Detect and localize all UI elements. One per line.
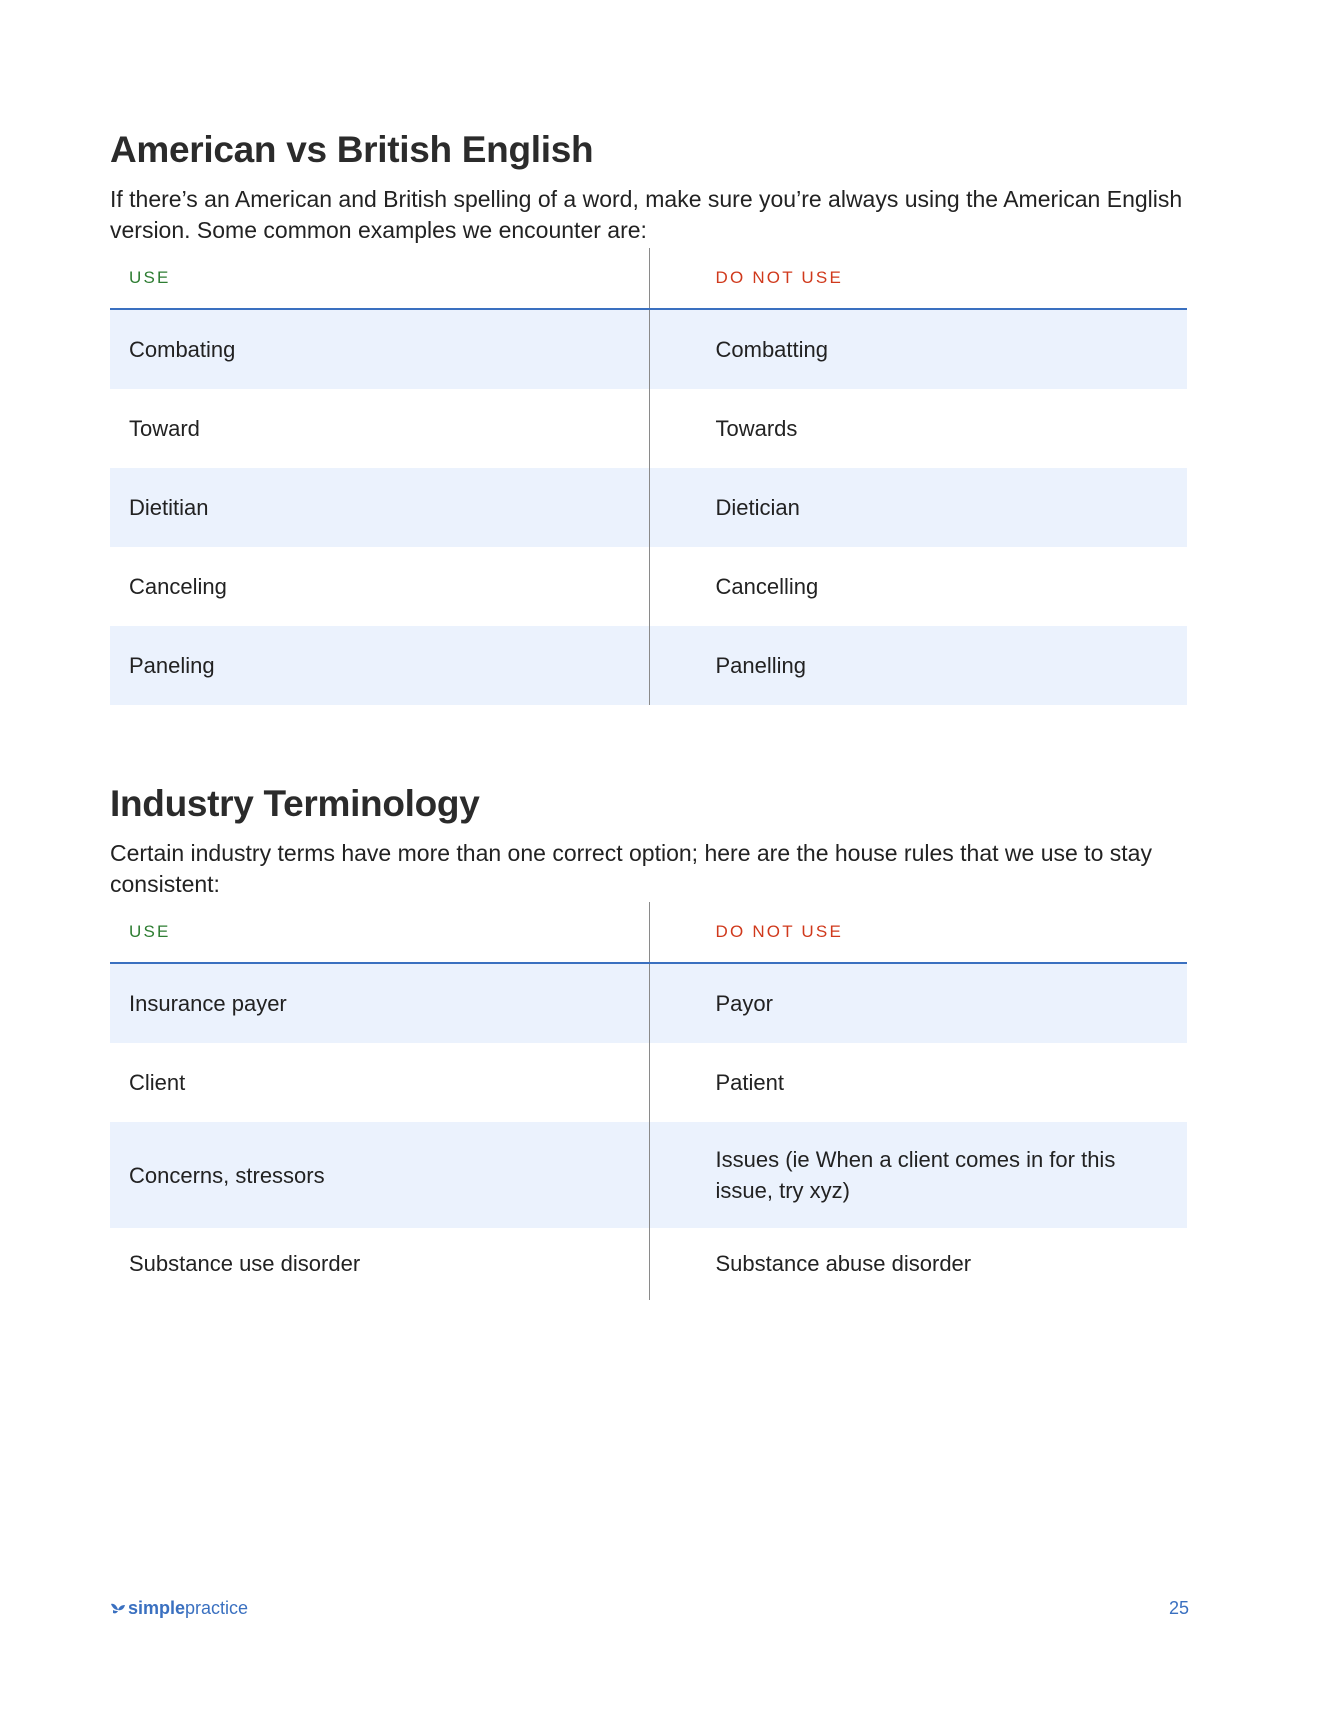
table-row	[110, 547, 1187, 626]
do-not-use-cell: Dietician	[649, 468, 1187, 547]
use-cell: Toward	[110, 389, 649, 468]
do-not-use-cell: Combatting	[649, 309, 1187, 389]
section-intro: Certain industry terms have more than one correct option; here are the house rules that we use to stay consistent:	[110, 840, 1152, 897]
do-not-use-cell: Issues (ie When a client comes in for this issue, try xyz)	[649, 1122, 1187, 1228]
table-row	[110, 1122, 1187, 1228]
do-not-use-cell: Cancelling	[715, 574, 819, 599]
butterfly-icon	[110, 1601, 126, 1617]
do-not-use-cell: Substance abuse disorder	[715, 1251, 972, 1276]
do-not-use-cell: Payor	[649, 963, 1187, 1043]
use-cell: Insurance payer	[110, 963, 649, 1043]
terminology-table	[110, 902, 1187, 1300]
simplepractice-logo	[110, 1598, 248, 1619]
table-row	[110, 626, 1187, 705]
use-cell: Dietitian	[110, 468, 649, 547]
logo-text-bold: simple	[128, 1598, 186, 1618]
use-cell: Canceling	[110, 547, 649, 626]
use-cell: Paneling	[110, 626, 649, 705]
table-row	[110, 963, 1187, 1043]
do-not-use-cell: Towards	[715, 416, 798, 441]
use-cell: Combating	[110, 309, 649, 389]
section-title: Industry Terminology	[110, 783, 480, 824]
header-use: USE	[110, 902, 649, 963]
logo-text-light: practice	[185, 1598, 249, 1618]
section-intro: If there’s an American and British spelling of a word, make sure you’re always using the American English version. Some common examples we encounter are:	[110, 186, 1183, 243]
use-cell: Substance use disorder	[110, 1228, 649, 1300]
do-not-use-cell: Patient	[715, 1070, 784, 1095]
page-number: 25	[1168, 1598, 1189, 1618]
table-row	[110, 309, 1187, 389]
section-american-vs-british	[110, 128, 1187, 705]
table-row	[110, 1043, 1187, 1122]
table-header-row	[110, 248, 1187, 309]
table-header-row	[110, 902, 1187, 963]
header-do-not-use: DO NOT USE	[649, 902, 1187, 963]
use-cell: Client	[110, 1043, 649, 1122]
header-use: USE	[110, 248, 649, 309]
do-not-use-cell: Panelling	[649, 626, 1187, 705]
section-title: American vs British English	[110, 129, 594, 170]
table-row	[110, 389, 1187, 468]
table-row	[110, 1228, 1187, 1300]
use-cell: Concerns, stressors	[110, 1122, 649, 1228]
table-row	[110, 468, 1187, 547]
section-industry-terminology	[110, 782, 1187, 1300]
spelling-table	[110, 248, 1187, 705]
header-do-not-use: DO NOT USE	[649, 248, 1187, 309]
